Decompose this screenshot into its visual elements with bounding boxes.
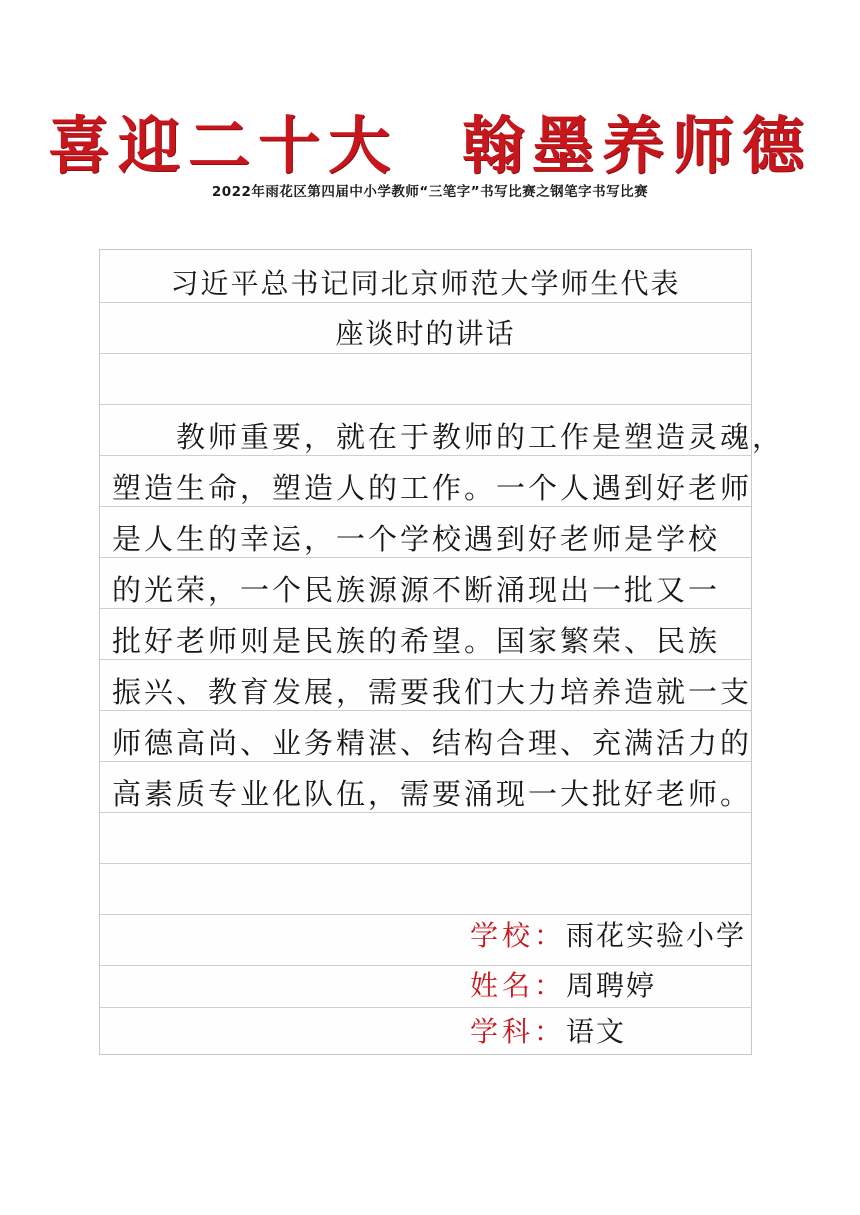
subject-label: 学科： [470,1015,567,1048]
banner-right-text: 翰墨养师德 [462,108,813,182]
name-value: 周聘婷 [566,969,657,1002]
name-label: 姓名： [470,969,567,1002]
essay-body-line: 批好老师则是民族的希望。国家繁荣、民族 [112,624,721,658]
subject-info [470,1012,626,1052]
essay-body-line: 师德高尚、业务精湛、结构合理、充满活力的 [112,726,753,760]
school-info [470,916,746,956]
essay-body-line: 振兴、教育发展，需要我们大力培养造就一支 [112,675,753,709]
school-value: 雨花实验小学 [566,919,747,952]
ruled-line [100,914,751,915]
competition-banner [0,100,860,180]
essay-body-line: 高素质专业化队伍，需要涌现一大批好老师。 [112,777,753,811]
ruled-line [100,863,751,864]
subject-value: 语文 [566,1015,627,1048]
ruled-line [100,1007,751,1008]
banner-left-text: 喜迎二十大 [47,108,398,182]
competition-subtitle: 2022年雨花区第四届中小学教师“三笔字”书写比赛之钢笔字书写比赛 [211,184,649,200]
ruled-line [100,404,751,405]
essay-body-line: 塑造生命，塑造人的工作。一个人遇到好老师 [112,471,753,505]
school-label: 学校： [470,919,567,952]
name-info [470,966,656,1006]
lined-writing-sheet [99,249,785,1055]
essay-body-line: 教师重要，就在于教师的工作是塑造灵魂， [112,420,785,454]
essay-title-line-1: 习近平总书记同北京师范大学师生代表 [170,267,681,300]
essay-body-line: 是人生的幸运，一个学校遇到好老师是学校 [112,522,721,556]
essay-body-line: 的光荣，一个民族源源不断涌现出一批又一 [112,573,721,607]
essay-title-line-2: 座谈时的讲话 [335,317,516,350]
